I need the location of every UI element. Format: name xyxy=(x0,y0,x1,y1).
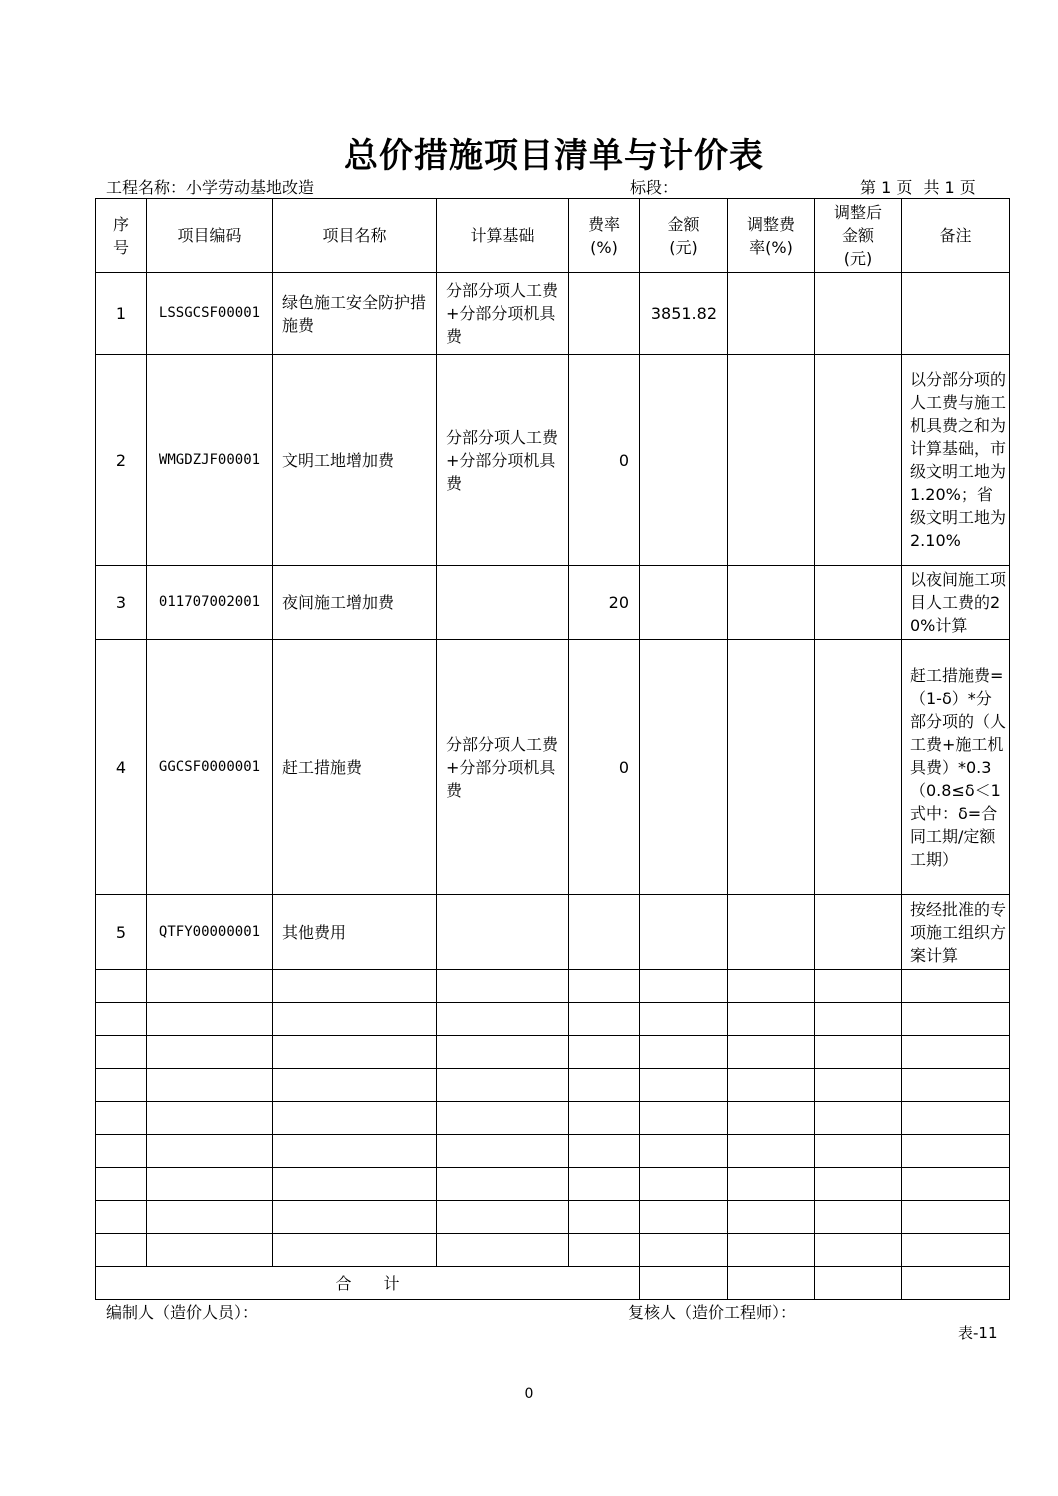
row-note: 赶工措施费=（1-δ）*分部分项的（人工费+施工机具费）*0.3（0.8≤δ＜1 式中：δ=合同工期/定额工期） xyxy=(902,640,1010,895)
row-adj-rate xyxy=(728,273,815,355)
row-adj-amount xyxy=(815,895,902,970)
row-code: WMGDZJF00001 xyxy=(147,355,273,566)
row-basis xyxy=(437,895,569,970)
row-name: 绿色施工安全防护措施费 xyxy=(273,273,437,355)
row-adj-rate xyxy=(728,355,815,566)
table-row xyxy=(96,355,1010,566)
empty-row xyxy=(96,970,1010,1003)
row-amount xyxy=(640,895,728,970)
table-row xyxy=(96,895,1010,970)
row-adj-rate xyxy=(728,566,815,640)
row-rate xyxy=(569,273,640,355)
empty-row xyxy=(96,1102,1010,1135)
row-basis xyxy=(437,566,569,640)
page-indicator xyxy=(860,175,982,198)
row-code: QTFY00000001 xyxy=(147,895,273,970)
total-row xyxy=(96,1267,1010,1300)
header-note: 备注 xyxy=(902,199,1010,273)
row-basis: 分部分项人工费+分部分项机具费 xyxy=(437,640,569,895)
total-amount xyxy=(640,1267,728,1300)
empty-row xyxy=(96,1234,1010,1267)
row-seq: 2 xyxy=(96,355,147,566)
row-rate: 0 xyxy=(569,355,640,566)
total-label: 合 计 xyxy=(96,1267,640,1300)
header-row xyxy=(96,199,1010,273)
row-note xyxy=(902,273,1010,355)
header-rate: 费率(%) xyxy=(569,199,640,273)
row-amount: 3851.82 xyxy=(640,273,728,355)
page-number: 0 xyxy=(524,1386,534,1402)
header-adj-rate: 调整费率(%) xyxy=(728,199,815,273)
header-adj-amount: 调整后金额(元) xyxy=(815,199,902,273)
project-name: 工程名称：小学劳动基地改造 xyxy=(106,178,315,197)
total-note xyxy=(902,1267,1010,1300)
empty-row xyxy=(96,1201,1010,1234)
reviewer-label: 复核人（造价工程师）： xyxy=(628,1303,797,1322)
row-rate xyxy=(569,895,640,970)
row-seq: 3 xyxy=(96,566,147,640)
form-number: 表-11 xyxy=(958,1324,998,1342)
empty-row xyxy=(96,1135,1010,1168)
row-code: GGCSF0000001 xyxy=(147,640,273,895)
header-amount: 金额(元) xyxy=(640,199,728,273)
row-seq: 1 xyxy=(96,273,147,355)
page-title: 总价措施项目清单与计价表 xyxy=(344,136,764,176)
row-amount xyxy=(640,566,728,640)
compiler-label: 编制人（造价人员）： xyxy=(106,1303,259,1322)
row-adj-amount xyxy=(815,273,902,355)
row-code: LSSGCSF00001 xyxy=(147,273,273,355)
row-adj-amount xyxy=(815,566,902,640)
measures-table xyxy=(95,198,1017,1300)
row-note: 以分部分项的人工费与施工机具费之和为计算基础，市级文明工地为1.20%；省级文明工地为2.10% xyxy=(902,355,1010,566)
header-code: 项目编码 xyxy=(147,199,273,273)
empty-row xyxy=(96,1036,1010,1069)
row-adj-amount xyxy=(815,640,902,895)
empty-row xyxy=(96,1003,1010,1036)
page-total: 共 1 页 xyxy=(923,178,976,197)
row-adj-rate xyxy=(728,895,815,970)
header-name: 项目名称 xyxy=(273,199,437,273)
section-label: 标段： xyxy=(630,178,679,197)
row-seq: 4 xyxy=(96,640,147,895)
row-adj-amount xyxy=(815,355,902,566)
table-row xyxy=(96,273,1010,355)
row-amount xyxy=(640,355,728,566)
header-seq: 序号 xyxy=(96,199,147,273)
row-name: 其他费用 xyxy=(273,895,437,970)
row-code: 011707002001 xyxy=(147,566,273,640)
table-row xyxy=(96,640,1010,895)
total-adj-rate xyxy=(728,1267,815,1300)
row-name: 夜间施工增加费 xyxy=(273,566,437,640)
row-rate: 20 xyxy=(569,566,640,640)
page-current: 第 1 页 xyxy=(860,178,913,197)
row-rate: 0 xyxy=(569,640,640,895)
row-adj-rate xyxy=(728,640,815,895)
table-row xyxy=(96,566,1010,640)
row-name: 文明工地增加费 xyxy=(273,355,437,566)
row-basis: 分部分项人工费+分部分项机具费 xyxy=(437,355,569,566)
row-basis: 分部分项人工费+分部分项机具费 xyxy=(437,273,569,355)
row-amount xyxy=(640,640,728,895)
row-name: 赶工措施费 xyxy=(273,640,437,895)
empty-row xyxy=(96,1069,1010,1102)
row-note: 按经批准的专项施工组织方案计算 xyxy=(902,895,1010,970)
row-note: 以夜间施工项目人工费的20%计算 xyxy=(902,566,1010,640)
empty-row xyxy=(96,1168,1010,1201)
row-seq: 5 xyxy=(96,895,147,970)
header-basis: 计算基础 xyxy=(437,199,569,273)
total-adj-amount xyxy=(815,1267,902,1300)
